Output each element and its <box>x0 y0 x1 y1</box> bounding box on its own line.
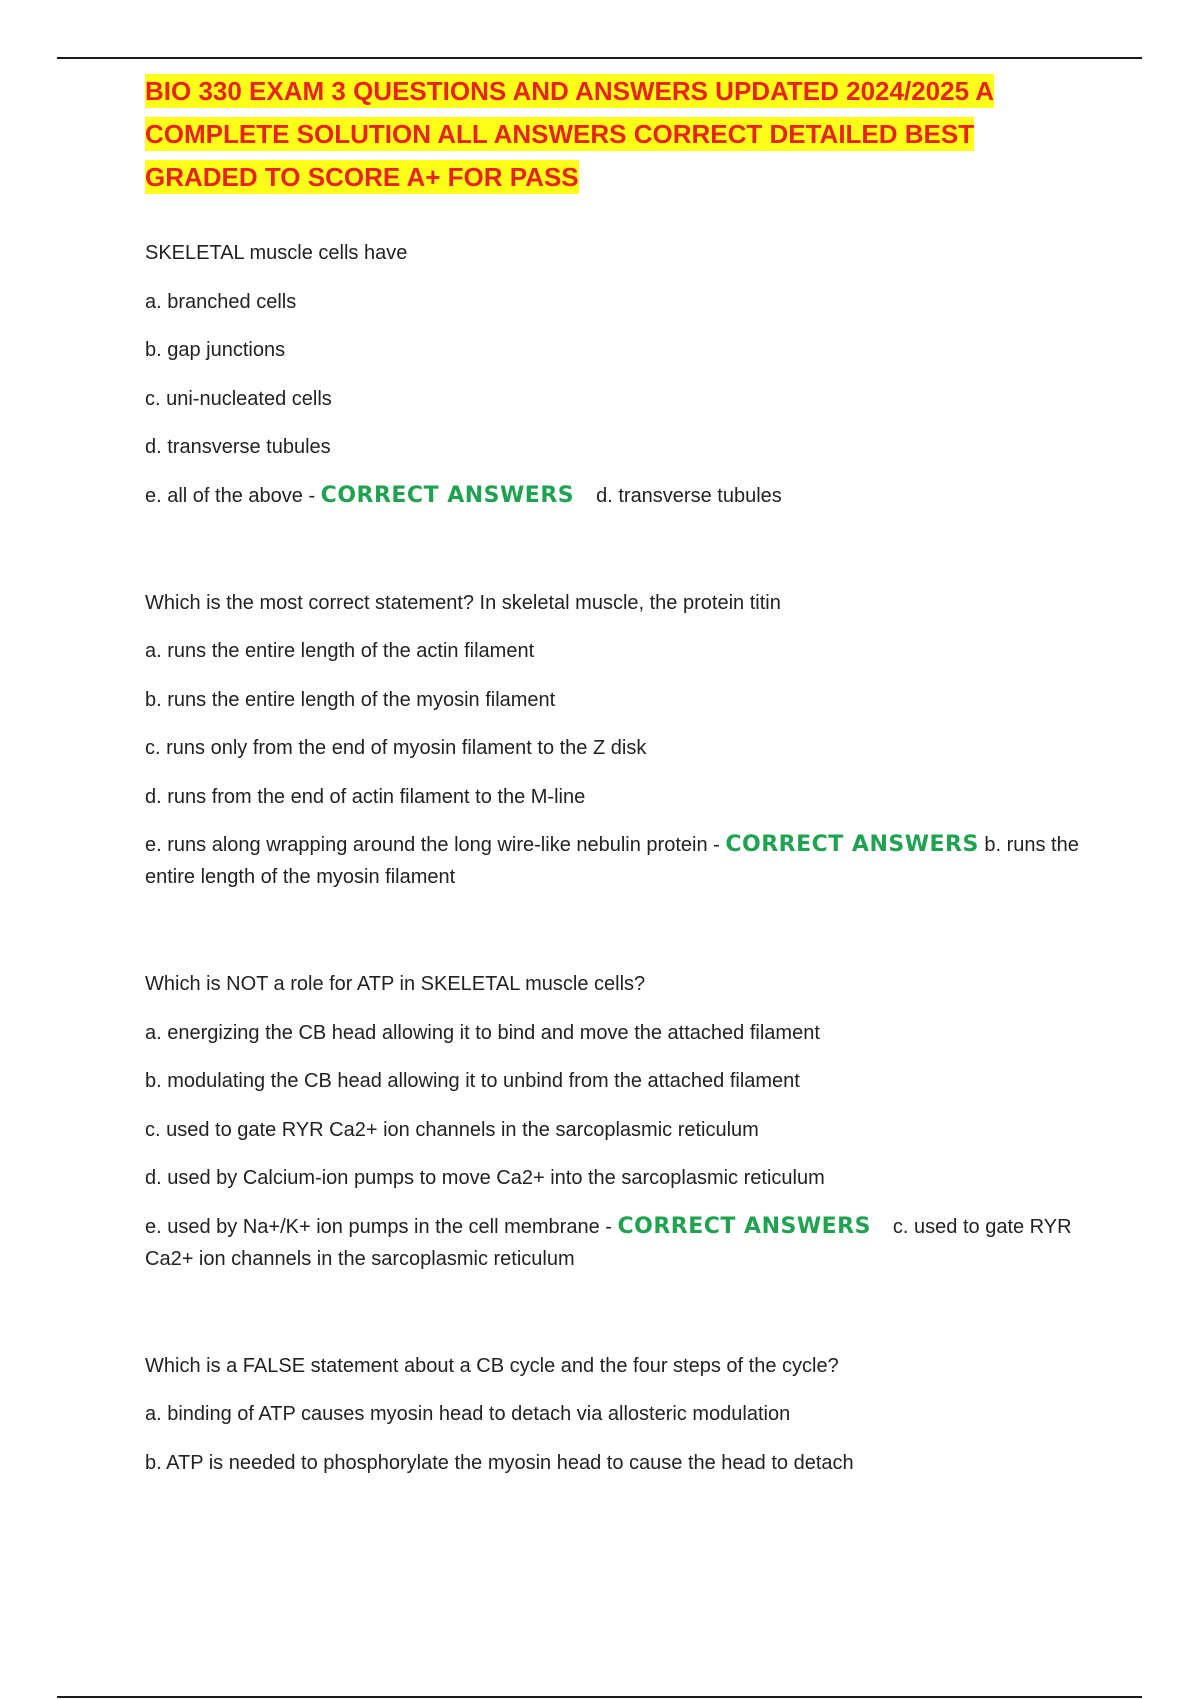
question-prompt: Which is NOT a role for ATP in SKELETAL muscle cells? <box>145 973 646 995</box>
option-d: d. used by Calcium-ion pumps to move Ca2+ into the sarcoplasmic reticulum <box>145 1167 825 1189</box>
option-d: d. transverse tubules <box>145 436 331 458</box>
top-rule <box>57 57 1142 59</box>
document-body <box>145 70 1090 1516</box>
question-1 <box>145 237 1090 512</box>
option-c: c. uni-nucleated cells <box>145 387 332 410</box>
question-3 <box>145 968 1090 1275</box>
bottom-rule <box>57 1696 1142 1698</box>
option-e-with-answer <box>145 1211 1090 1275</box>
question-2 <box>145 587 1090 894</box>
answer-text: c. used to gate RYR Ca2+ ion channels in the sarcoplasmic reticulum <box>145 1215 1072 1270</box>
correct-answers-label: CORRECT ANSWERS <box>617 1213 871 1239</box>
option-d: d. runs from the end of actin filament to the M-line <box>145 785 586 808</box>
option-e: e. runs along wrapping around the long wire-like nebulin protein - <box>145 834 720 856</box>
question-prompt: SKELETAL muscle cells have <box>145 242 408 264</box>
option-c: c. runs only from the end of myosin filament to the Z disk <box>145 737 647 759</box>
document-title <box>145 70 1090 199</box>
title-highlight: BIO 330 EXAM 3 QUESTIONS AND ANSWERS UPDATED 2024/2025 A COMPLETE SOLUTION ALL ANSWERS CORRECT DETAILED BEST GRADED TO SCORE A+ FOR PASS <box>145 76 995 192</box>
question-4 <box>145 1350 1090 1479</box>
correct-answers-label: CORRECT ANSWERS <box>725 832 979 857</box>
option-b: b. runs the entire length of the myosin filament <box>145 688 556 711</box>
option-e: e. all of the above - <box>145 484 316 507</box>
option-a: a. energizing the CB head allowing it to bind and move the attached filament <box>145 1021 820 1044</box>
option-a: a. binding of ATP causes myosin head to detach via allosteric modulation <box>145 1403 791 1425</box>
option-a: a. branched cells <box>145 290 297 313</box>
option-b: b. modulating the CB head allowing it to unbind from the attached filament <box>145 1070 800 1092</box>
option-e-with-answer <box>145 829 1090 893</box>
question-prompt: Which is a FALSE statement about a CB cycle and the four steps of the cycle? <box>145 1354 839 1377</box>
question-prompt: Which is the most correct statement? In skeletal muscle, the protein titin <box>145 591 781 614</box>
option-c: c. used to gate RYR Ca2+ ion channels in the sarcoplasmic reticulum <box>145 1118 759 1141</box>
correct-answers-label: CORRECT ANSWERS <box>320 482 575 508</box>
option-e: e. used by Na+/K+ ion pumps in the cell membrane - <box>145 1215 612 1238</box>
answer-text: d. transverse tubules <box>596 484 782 507</box>
option-e-with-answer <box>145 480 1090 512</box>
option-a: a. runs the entire length of the actin filament <box>145 640 535 662</box>
answer-text: b. runs the entire length of the myosin filament <box>145 834 1079 888</box>
option-b: b. ATP is needed to phosphorylate the myosin head to cause the head to detach <box>145 1451 854 1474</box>
option-b: b. gap junctions <box>145 339 286 361</box>
